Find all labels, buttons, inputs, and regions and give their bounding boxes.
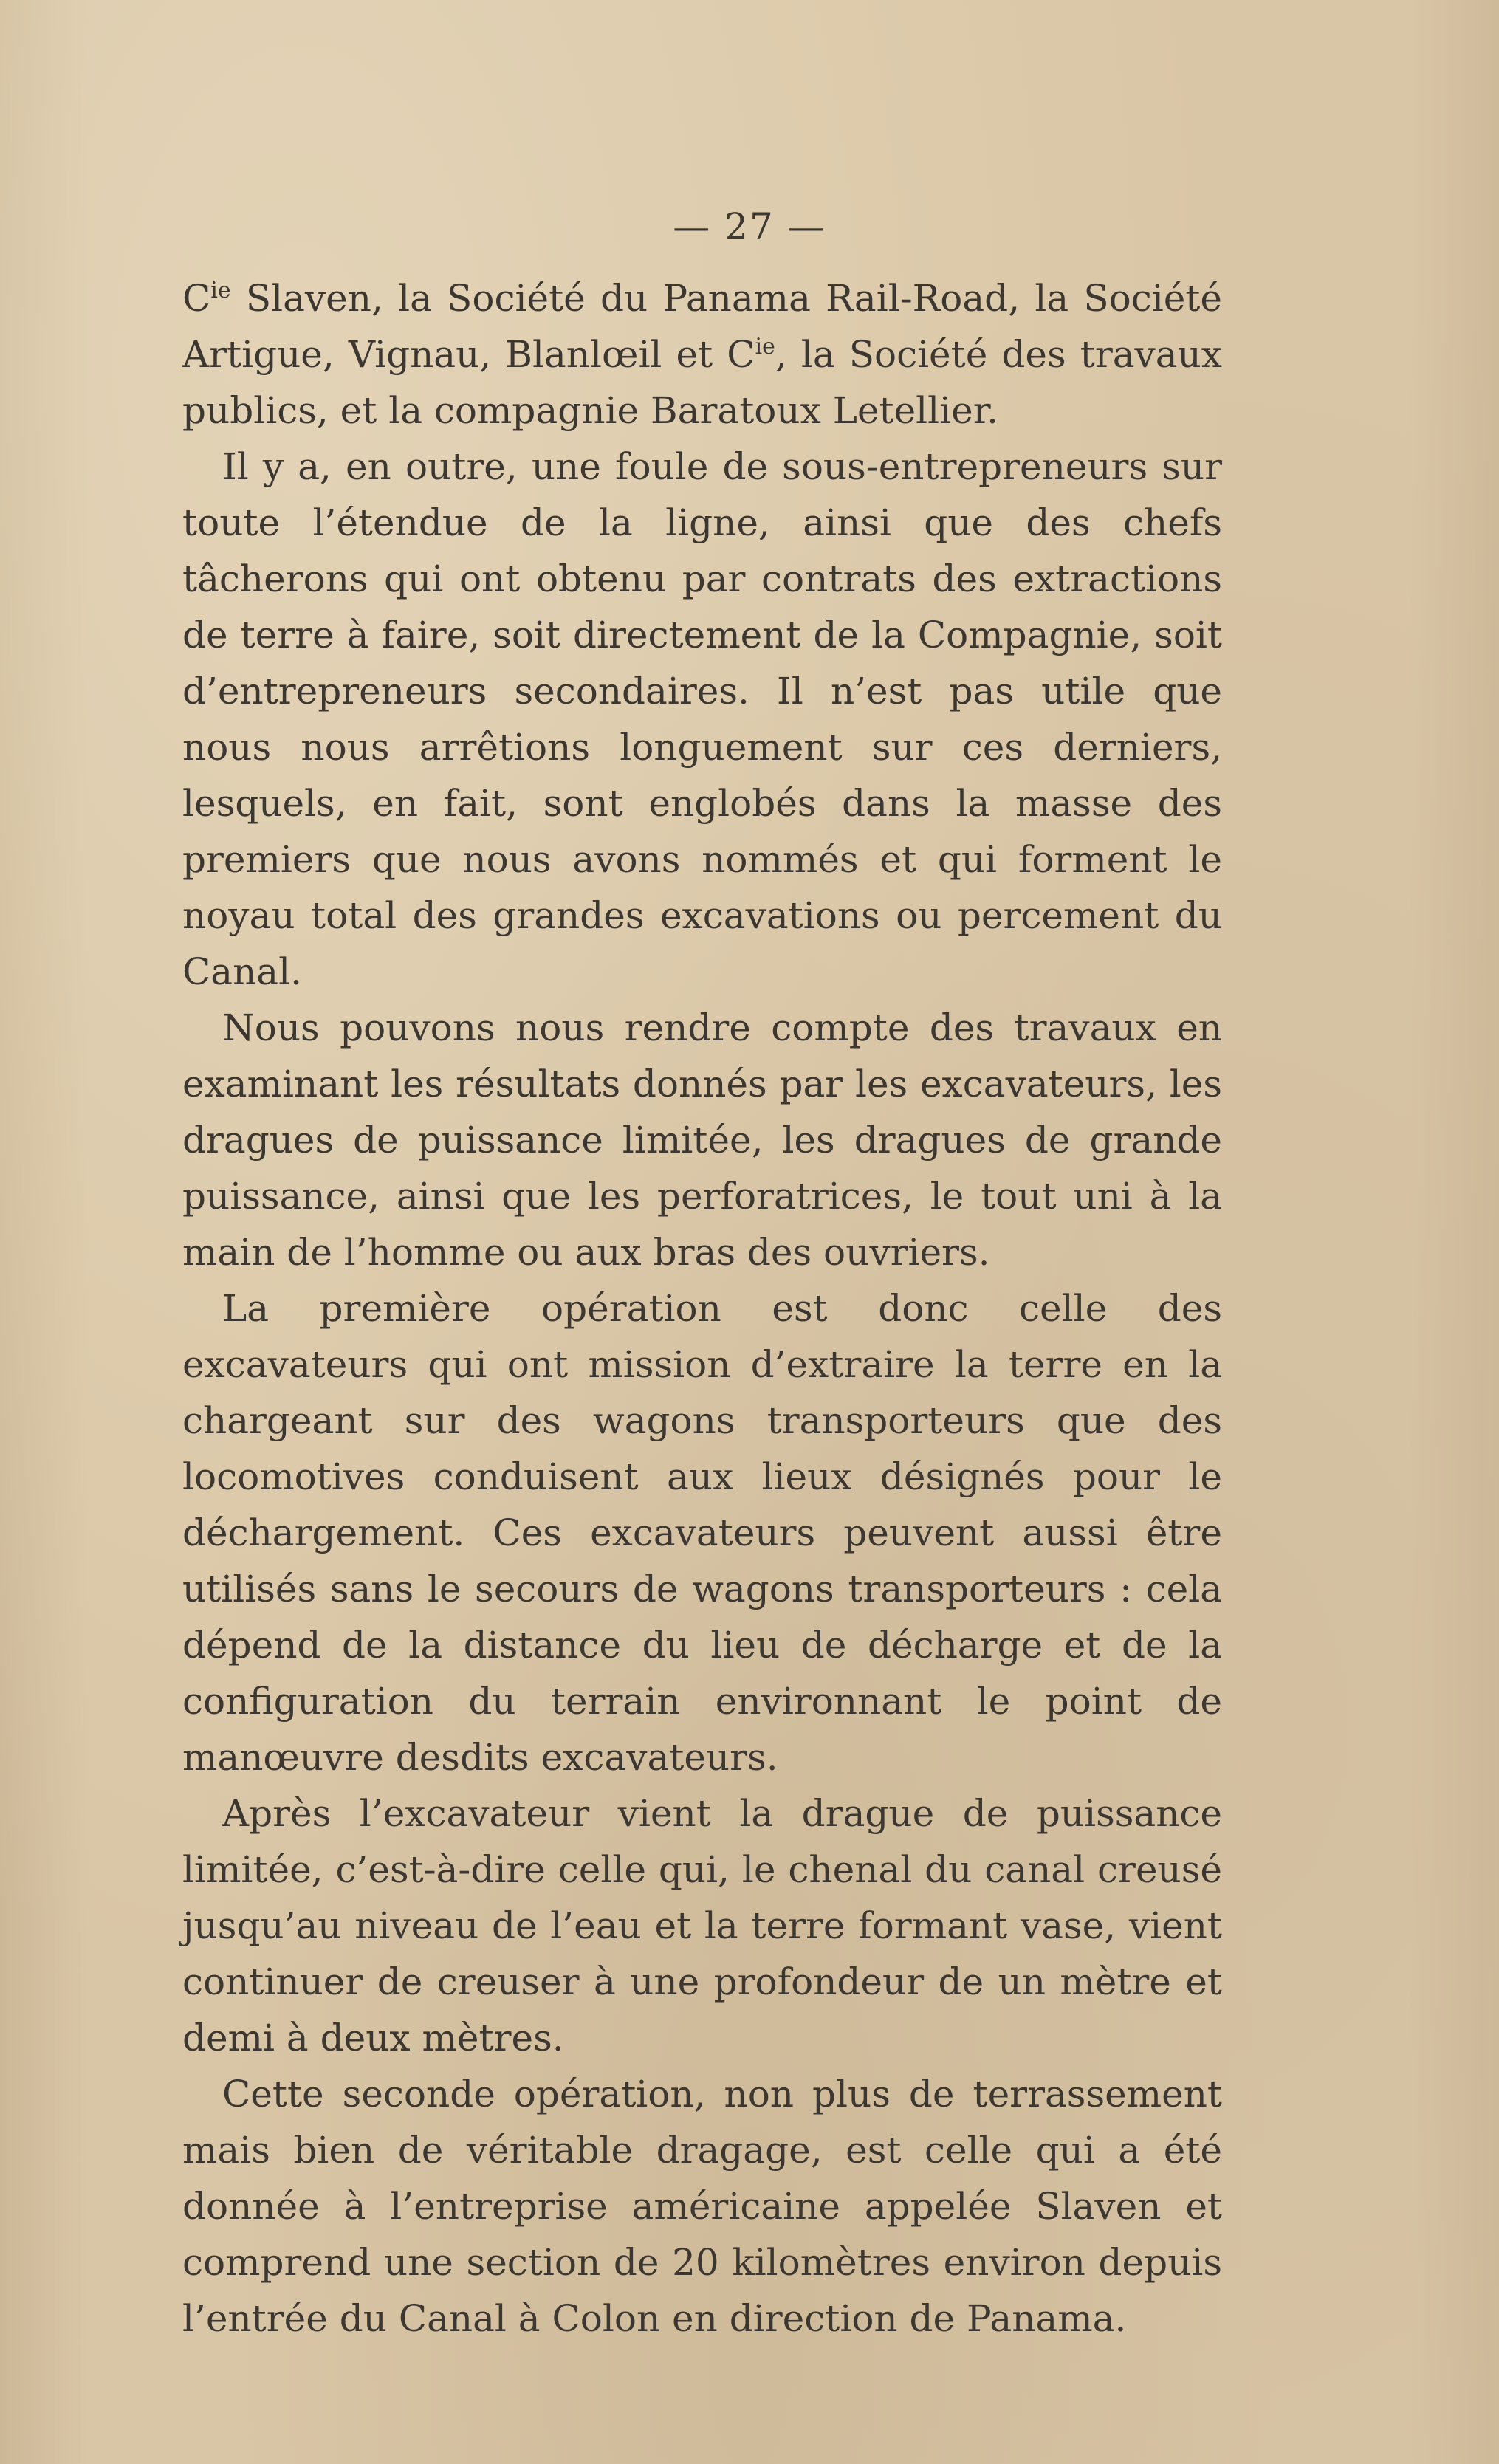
page-number: — 27 — — [673, 205, 826, 248]
paragraph-6: Cette seconde opération, non plus de terrassement mais bien de véritable dragage, est celle qui a été donnée à l’entreprise américaine appelée Slaven et comprend une section de 20 kilomètres environ depuis l’entrée du Canal à Colon en direction de Panama. — [182, 2073, 1222, 2340]
paragraph-4: La première opération est donc celle des excavateurs qui ont mission d’extraire la terre en la chargeant sur des wagons transporteurs que des locomotives conduisent aux lieux désignés pour le déchargement. Ces excavateurs peuvent aussi être utilisés sans le secours de wagons transporteurs : cela dépend de la distance du lieu de décharge et de la configuration du terrain environnant le point de manœuvre desdits excavateurs. — [182, 1287, 1222, 1779]
paragraph-1: $C^{ie}$ Slaven, la Société du Panama Rail-Road, la Société Artigue, Vignau, Blanlœil et $C^{ie}$, la Société des travaux publics, et la compagnie Baratoux Letellier. — [182, 277, 1222, 432]
paragraph-5: Après l’excavateur vient la drague de puissance limitée, c’est-à-dire celle qui, le chenal du canal creusé jusqu’au niveau de l’eau et la terre formant vase, vient continuer de creuser à une profondeur de un mètre et demi à deux mètres. — [182, 1792, 1222, 2059]
paragraph-2: Il y a, en outre, une foule de sous-entrepreneurs sur toute l’étendue de la ligne, ainsi que des chefs tâcherons qui ont obtenu par contrats des extractions de terre à faire, soit directement de la Compagnie, soit d’entrepreneurs secondaires. Il n’est pas utile que nous nous arrêtions longuement sur ces derniers, lesquels, en fait, sont englobés dans la masse des premiers que nous avons nommés et qui forment le noyau total des grandes excavations ou percement du Canal. — [182, 445, 1222, 993]
body-text — [182, 270, 1222, 2347]
paragraph-3: Nous pouvons nous rendre compte des travaux en examinant les résultats donnés par les excavateurs, les dragues de puissance limitée, les dragues de grande puissance, ainsi que les perforatrices, le tout uni à la main de l’homme ou aux bras des ouvriers. — [182, 1006, 1222, 1274]
